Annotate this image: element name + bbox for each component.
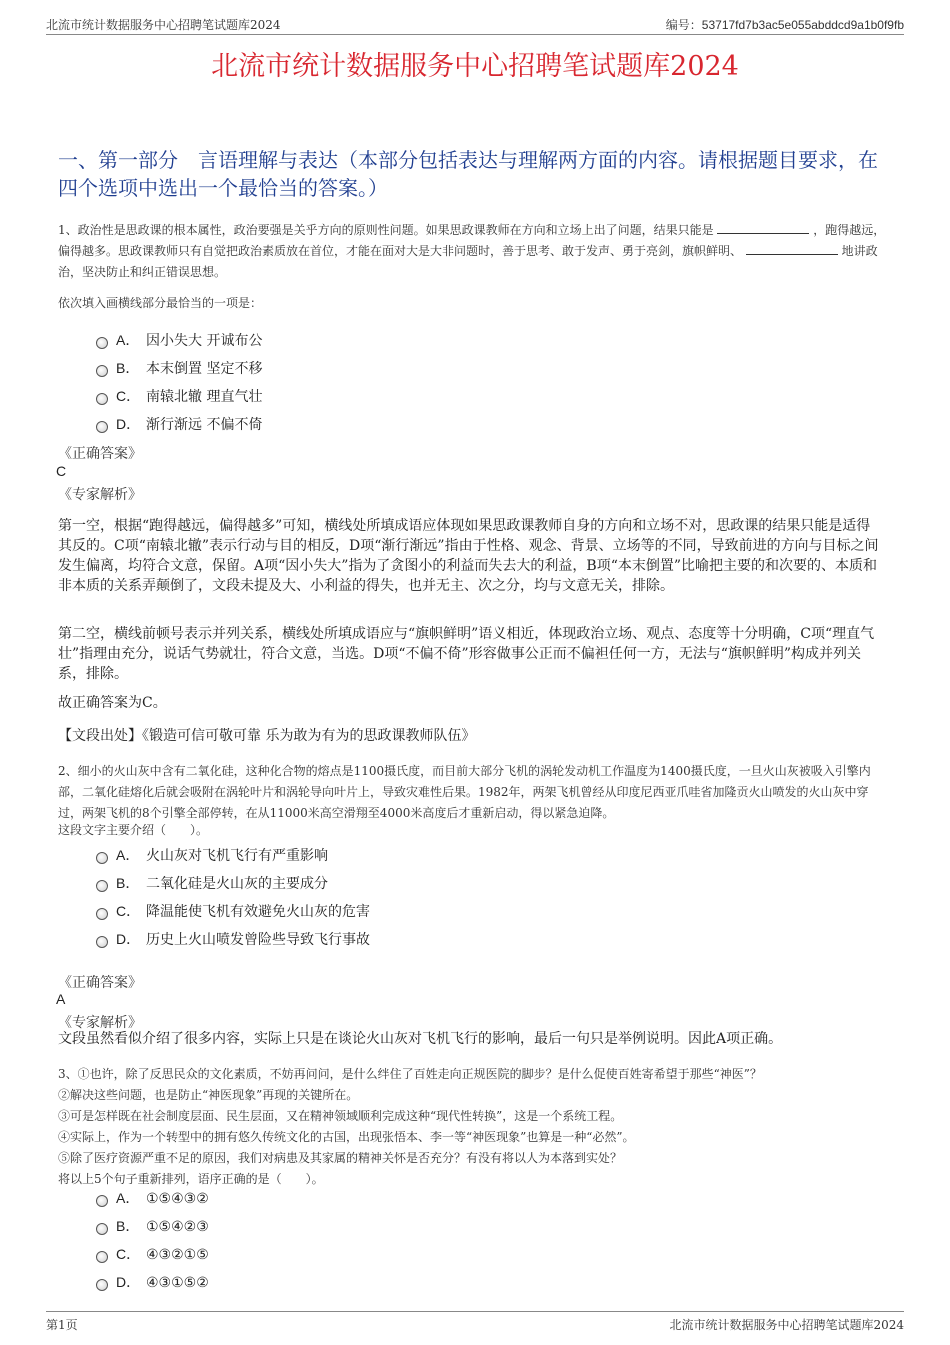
q1-option-c[interactable] [96,386,262,410]
q1-analysis-para-2: 第二空，横线前顿号表示并列关系，横线处所填成语应与“旗帜鲜明”语义相近，体现政治立场、观点、态度等十分明确，C项“理直气壮”指理由充分，说话气势就壮，符合文意，当选。D项“不偏不倚”形容做事公正而不偏袒任何一方，无法与“旗帜鲜明”构成并列关系，排除。 [58,626,875,682]
q3-line: ④实际上，作为一个转型中的拥有悠久传统文化的古国，出现张悟本、李一等“神医现象”也算是一种“必然”。 [58,1130,635,1144]
page-number: 第1页 [46,1318,78,1332]
option-letter: C． [116,1246,141,1262]
question-3-text [58,1064,888,1190]
option-letter: A． [116,1190,140,1206]
option-letter: A． [116,332,140,348]
q3-option-b[interactable] [96,1216,209,1240]
option-letter: C． [116,388,141,404]
q2-option-a[interactable] [96,845,328,869]
q1-text-b: ，跑得越远，偏得越多。思政课教师只有自觉把政治素质放在首位，才能在面对大是大非问题时，善于思考、敢于发声、勇于亮剑，旗帜鲜明、 [58,223,886,258]
header-left: 北流市统计数据服务中心招聘笔试题库2024 [46,18,281,32]
radio-icon[interactable] [96,1223,108,1235]
q3-option-c[interactable] [96,1244,209,1268]
option-text: 历史上火山喷发曾险些导致飞行事故 [146,932,370,948]
radio-icon[interactable] [96,936,108,948]
q1-option-a[interactable] [96,330,262,354]
q1-analysis-label: 《专家解析》 [58,487,142,503]
option-text: 因小失大 开诚布公 [146,333,263,349]
option-text: ④③①⑤② [146,1275,209,1291]
option-text: ①⑤④③② [146,1191,209,1207]
option-text: 火山灰对飞机飞行有严重影响 [146,848,328,864]
q3-prompt: 将以上5个句子重新排列，语序正确的是（ ）。 [58,1172,324,1186]
option-letter: D． [116,416,141,432]
q3-line: 3、①也许，除了反思民众的文化素质，不妨再问问，是什么绊住了百姓走向正规医院的脚步？是什么促使百姓寄希望于那些“神医”？ [58,1067,762,1081]
q3-line: ②解决这些问题，也是防止“神医现象”再现的关键所在。 [58,1088,359,1102]
q2-analysis: 文段虽然看似介绍了很多内容，实际上只是在谈论火山灰对飞机飞行的影响，最后一句只是举例说明。因此A项正确。 [58,1031,783,1047]
radio-icon[interactable] [96,393,108,405]
option-text: 降温能使飞机有效避免火山灰的危害 [146,904,370,920]
q2-option-c[interactable] [96,901,370,925]
q1-text-a: 1、政治性是思政课的根本属性，政治要强是关乎方向的原则性问题。如果思政课教师在方向和立场上出了问题，结果只能是 [58,223,714,237]
option-letter: D． [116,931,141,947]
question-2-text: 2、细小的火山灰中含有二氧化硅，这种化合物的熔点是1100摄氏度，而目前大部分飞机的涡轮发动机工作温度为1400摄氏度，一旦火山灰被吸入引擎内部，二氧化硅熔化后就会吸附在涡轮叶片和涡轮导向叶片上，导致灾难性后果。1982年，两架飞机曾经从印度尼西亚爪哇省加隆贡火山喷发的火山灰中穿过，两架飞机的8个引擎全部停转，在从11000米高空滑翔至4000米高度后才重新启动，得以紧急迫降。 [58,764,871,820]
option-text: ①⑤④②③ [146,1219,209,1235]
section-heading: 一、第一部分 言语理解与表达（本部分包括表达与理解两方面的内容。请根据题目要求，在四个选项中选出一个最恰当的答案。） [58,148,878,200]
q1-option-d[interactable] [96,414,262,438]
option-text: 本末倒置 坚定不移 [146,361,263,377]
option-letter: C． [116,903,141,919]
radio-icon[interactable] [96,908,108,920]
option-text: ④③②①⑤ [146,1247,209,1263]
q1-analysis-para-1: 第一空，根据“跑得越远，偏得越多”可知，横线处所填成语应体现如果思政课教师自身的方向和立场不对，思政课的结果只能是适得其反的。C项“南辕北辙”表示行动与目的相反，D项“渐行渐远”指由于性格、观念、背景、立场等的不同，导致前进的方向与目标之间发生偏离，均符合文意，保留。A项“因小失大”指为了贪图小的利益而失去大的利益，B项“本末倒置”比喻把主要的和次要的、本质和非本质的关系弄颠倒了，文段未提及大、小利益的得失，也并无主、次之分，均与文意无关，排除。 [58,518,879,594]
question-1-text [58,220,888,283]
option-letter: B． [116,360,140,376]
q3-line: ⑤除了医疗资源严重不足的原因，我们对病患及其家属的精神关怀是否充分？有没有将以人为本落到实处？ [58,1151,623,1165]
radio-icon[interactable] [96,880,108,892]
option-letter: A． [116,847,140,863]
radio-icon[interactable] [96,1251,108,1263]
q1-option-b[interactable] [96,358,262,382]
q1-answer: C [56,463,67,479]
q2-option-d[interactable] [96,929,370,953]
q1-blank-1 [717,221,809,234]
q3-line: ③可是怎样既在社会制度层面、民生层面，又在精神领域顺利完成这种“现代性转换”，这是一个系统工程。 [58,1109,623,1123]
radio-icon[interactable] [96,421,108,433]
q1-analysis-para-3: 故正确答案为C。 [58,695,167,711]
q1-source: 【文段出处】《锻造可信可敬可靠 乐为敢为有为的思政课教师队伍》 [58,728,476,744]
q1-text-c: 地讲政治，坚决防止和纠正错误思想。 [58,244,878,279]
header-right: 编号：53717fd7b3ac5e055abddcd9a1b0f9fb [665,18,904,32]
radio-icon[interactable] [96,1279,108,1291]
footer-title: 北流市统计数据服务中心招聘笔试题库2024 [669,1318,904,1332]
q1-prompt: 依次填入画横线部分最恰当的一项是： [58,296,263,310]
q1-answer-label: 《正确答案》 [58,446,142,462]
q3-option-d[interactable] [96,1272,209,1296]
option-text: 南辕北辙 理直气壮 [146,389,263,405]
option-letter: B． [116,1218,140,1234]
page-title: 北流市统计数据服务中心招聘笔试题库2024 [211,51,739,82]
q2-prompt: 这段文字主要介绍（ ）。 [58,823,209,837]
q3-option-a[interactable] [96,1188,209,1212]
option-text: 渐行渐远 不偏不倚 [146,417,263,433]
q1-blank-2 [746,242,838,255]
radio-icon[interactable] [96,1195,108,1207]
q2-option-b[interactable] [96,873,328,897]
radio-icon[interactable] [96,365,108,377]
option-text: 二氧化硅是火山灰的主要成分 [146,876,328,892]
q2-analysis-label: 《专家解析》 [58,1015,142,1031]
q2-answer: A [56,991,66,1007]
option-letter: D． [116,1274,141,1290]
q2-answer-label: 《正确答案》 [58,975,142,991]
radio-icon[interactable] [96,852,108,864]
option-letter: B． [116,875,140,891]
page-footer [46,1311,904,1333]
radio-icon[interactable] [96,337,108,349]
page-header [46,14,904,35]
